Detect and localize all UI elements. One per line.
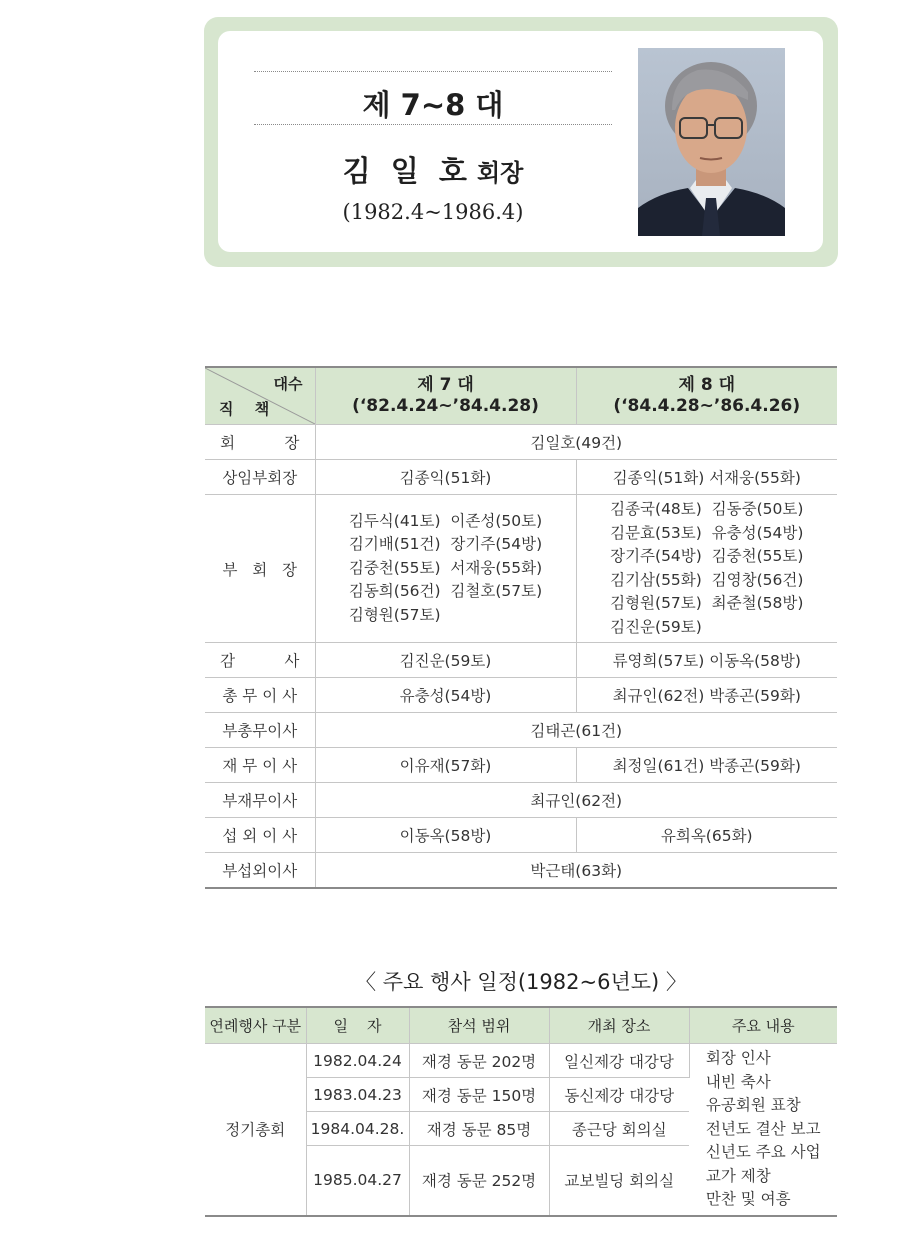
table-row: [205, 1044, 837, 1078]
role-cell: [205, 425, 315, 460]
list-item: 만찬 및 여흥: [705, 1190, 791, 1208]
events-table: [205, 1006, 837, 1217]
role-cell: 부섭외이사: [205, 853, 315, 888]
gen8-cell: 유희옥(65화): [576, 818, 837, 853]
header-venue: 개최 장소: [549, 1007, 689, 1044]
merged-cell: 김태곤(61건): [315, 713, 837, 748]
list-item: 장기주(54방) 김중천(55토): [610, 547, 804, 565]
table-row: [205, 495, 837, 643]
table-row: [205, 748, 837, 783]
gen7-cell: 이동옥(58방): [315, 818, 576, 853]
name-list: [349, 510, 542, 628]
list-item: 김진운(59토): [610, 617, 702, 636]
table-row: [205, 818, 837, 853]
role-cell: [205, 643, 315, 678]
table-row: [205, 643, 837, 678]
venue-cell: 종근당 회의실: [549, 1112, 689, 1146]
officers-table: [205, 366, 837, 889]
contents-cell: [689, 1044, 837, 1216]
category-cell: 정기총회: [205, 1044, 306, 1216]
header-corner-cell: [205, 367, 315, 425]
president-heading: [254, 149, 612, 190]
merged-cell: 박근태(63화): [315, 853, 837, 888]
gen7-cell: [315, 495, 576, 643]
gen8-cell: 류영희(57토) 이동옥(58방): [576, 643, 837, 678]
president-role: 회장: [476, 159, 524, 187]
list-item: 김기삼(55화) 김영창(56건): [610, 570, 804, 589]
merged-cell: 김일호(49건): [315, 425, 837, 460]
table-row: [205, 713, 837, 748]
gen8-title: 제 8 대: [678, 375, 735, 395]
header-contents: 주요 내용: [689, 1007, 837, 1044]
gen8-header: [576, 367, 837, 425]
gen7-cell: 김종익(51화): [315, 460, 576, 495]
role-label: 회 장: [220, 434, 300, 452]
gen7-cell: 김진운(59토): [315, 643, 576, 678]
list-item: 김중천(55토) 서재웅(55화): [348, 558, 543, 577]
list-item: 김종국(48토) 김동중(50토): [610, 500, 804, 518]
events-header-row: [205, 1007, 837, 1044]
gen7-period: (‘82.4.24~’84.4.28): [352, 396, 539, 416]
list-item: 내빈 축사: [705, 1072, 771, 1091]
generation-title: 제 7~8 대: [362, 88, 504, 122]
dotted-divider-bottom: [254, 124, 612, 125]
venue-cell: 동신제강 대강당: [549, 1078, 689, 1112]
gen7-cell: 유충성(54방): [315, 678, 576, 713]
merged-cell: 최규인(62전): [315, 783, 837, 818]
list-item: 김형원(57토): [348, 605, 441, 624]
list-item: 전년도 결산 보고: [705, 1119, 821, 1138]
gen8-cell: [576, 495, 837, 643]
date-cell: 1984.04.28.: [306, 1112, 409, 1146]
list-item: 김형원(57토) 최준철(58방): [610, 594, 804, 612]
date-cell: 1982.04.24: [306, 1044, 409, 1078]
list-item: 회장 인사: [705, 1049, 771, 1067]
dotted-divider-top: [254, 71, 612, 72]
header-card: [204, 17, 838, 267]
president-name: 김 일 호: [342, 154, 472, 188]
header-date-label: 일 자: [333, 1017, 382, 1035]
list-item: 김동희(56건) 김철호(57토): [348, 582, 543, 601]
role-cell: 상임부회장: [205, 460, 315, 495]
list-item: 유공회원 표창: [705, 1096, 801, 1114]
role-label: 부 회 장: [222, 560, 297, 579]
header-attendance: 참석 범위: [409, 1007, 549, 1044]
list-item: 김문효(53토) 유충성(54방): [610, 523, 804, 542]
gen7-title: 제 7 대: [417, 375, 474, 395]
gen7-cell: 이유재(57화): [315, 748, 576, 783]
attendance-cell: 재경 동문 150명: [409, 1078, 549, 1112]
term-period: (1982.4~1986.4): [342, 200, 524, 224]
president-portrait: [638, 48, 785, 236]
list-item: 신년도 주요 사업: [705, 1143, 821, 1161]
contents-list: [706, 1047, 821, 1212]
venue-cell: 교보빌딩 회의실: [549, 1146, 689, 1216]
role-cell: 재 무 이 사: [205, 748, 315, 783]
corner-label-position: 직 책: [219, 400, 278, 418]
gen8-cell: 김종익(51화) 서재웅(55화): [576, 460, 837, 495]
role-cell: 부총무이사: [205, 713, 315, 748]
role-cell: 섭 외 이 사: [205, 818, 315, 853]
list-item: 김기배(51건) 장기주(54방): [348, 535, 543, 554]
table-row: [205, 425, 837, 460]
table-row: [205, 853, 837, 888]
table-row: [205, 460, 837, 495]
attendance-cell: 재경 동문 252명: [409, 1146, 549, 1216]
role-cell: 총 무 이 사: [205, 678, 315, 713]
gen7-header: [315, 367, 576, 425]
date-cell: 1985.04.27: [306, 1146, 409, 1216]
corner-label-generation: 대수: [273, 375, 303, 393]
table-row: [205, 783, 837, 818]
list-item: 김두식(41토) 이존성(50토): [348, 511, 543, 530]
officers-header-row: [205, 367, 837, 425]
role-cell: [205, 495, 315, 643]
header-category: 연례행사 구분: [205, 1007, 306, 1044]
gen8-cell: 최규인(62전) 박종곤(59화): [576, 678, 837, 713]
gen8-cell: 최정일(61건) 박종곤(59화): [576, 748, 837, 783]
table-row: [205, 678, 837, 713]
header-card-inner: [218, 31, 823, 252]
venue-cell: 일신제강 대강당: [549, 1044, 689, 1078]
header-date: [306, 1007, 409, 1044]
date-cell: 1983.04.23: [306, 1078, 409, 1112]
role-cell: 부재무이사: [205, 783, 315, 818]
attendance-cell: 재경 동문 202명: [409, 1044, 549, 1078]
attendance-cell: 재경 동문 85명: [409, 1112, 549, 1146]
events-title: 〈 주요 행사 일정(1982~6년도) 〉: [355, 970, 687, 994]
list-item: 교가 제창: [705, 1166, 771, 1185]
role-label: 감 사: [220, 652, 300, 670]
name-list: [610, 498, 803, 639]
gen8-period: (‘84.4.28~’86.4.26): [613, 396, 801, 416]
